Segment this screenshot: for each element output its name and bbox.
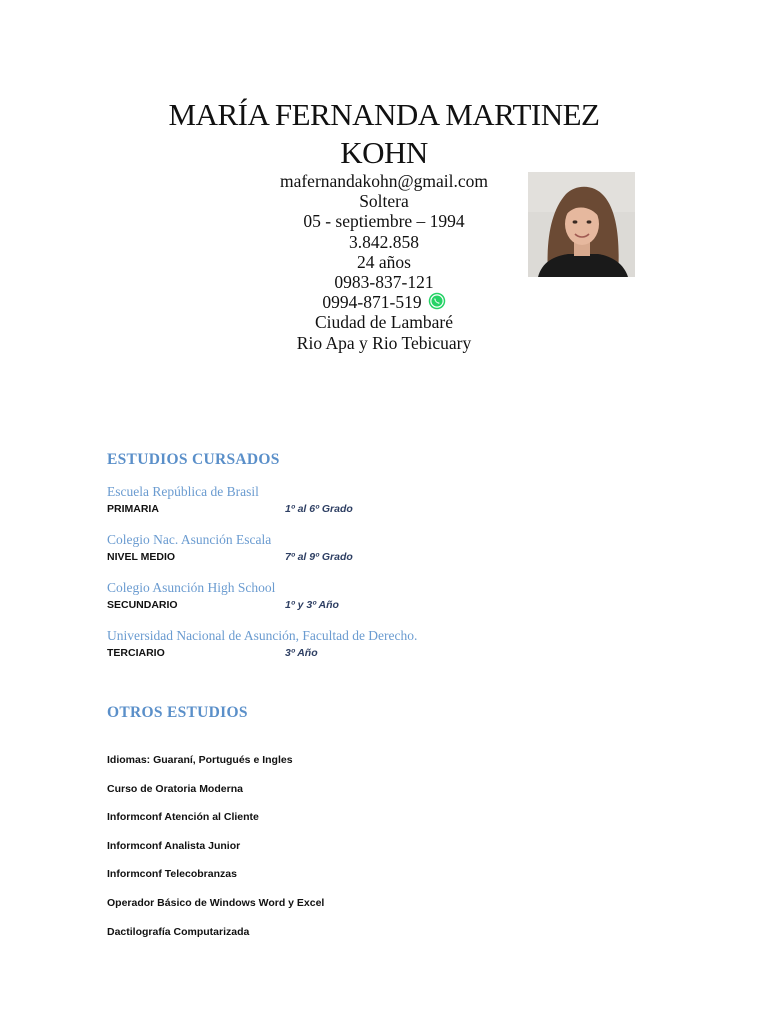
- whatsapp-icon: [428, 292, 446, 310]
- city-text: Ciudad de Lambaré: [314, 312, 453, 333]
- id-number-text: 3.842.858: [349, 231, 419, 252]
- grade-secondary: 1º y 3º Año: [285, 599, 339, 611]
- other-study-item: Operador Básico de Windows Word y Excel: [107, 897, 325, 909]
- other-study-item: Idiomas: Guaraní, Portugués e Ingles: [107, 754, 293, 766]
- other-study-item: Curso de Oratoria Moderna: [107, 783, 243, 795]
- name-line-2: KOHN: [340, 135, 428, 170]
- other-study-item: Informconf Telecobranzas: [107, 868, 237, 880]
- school-middle: Colegio Nac. Asunción Escala: [107, 532, 272, 547]
- birth-date-text: 05 - septiembre – 1994: [303, 211, 465, 232]
- grade-middle: 7º al 9º Grado: [285, 551, 353, 563]
- other-studies-section-title: OTROS ESTUDIOS: [107, 704, 248, 721]
- level-primary: PRIMARIA: [107, 503, 159, 515]
- phone-2-text: 0994-871-519: [322, 292, 422, 313]
- civil-status-text: Soltera: [359, 191, 409, 212]
- phone-2-line: [234, 292, 534, 312]
- email-text: mafernandakohn@gmail.com: [279, 171, 489, 191]
- school-primary: Escuela República de Brasil: [107, 484, 259, 499]
- contact-block: [234, 171, 534, 353]
- address-text: Rio Apa y Rio Tebicuary: [296, 332, 472, 353]
- level-tertiary: TERCIARIO: [107, 647, 165, 659]
- level-secondary: SECUNDARIO: [107, 599, 178, 611]
- other-study-item: Dactilografía Computarizada: [107, 926, 250, 938]
- level-middle: NIVEL MEDIO: [107, 551, 176, 563]
- grade-tertiary: 3º Año: [285, 647, 318, 659]
- profile-photo-image: [528, 172, 635, 277]
- phone-1-text: 0983-837-121: [334, 272, 434, 293]
- profile-photo: [528, 172, 635, 277]
- school-tertiary: Universidad Nacional de Asunción, Facultad de Derecho.: [107, 628, 418, 643]
- education-section-title: ESTUDIOS CURSADOS: [107, 451, 280, 468]
- age-text: 24 años: [357, 251, 411, 272]
- page-title: [100, 96, 668, 172]
- grade-primary: 1º al 6º Grado: [285, 503, 353, 515]
- other-study-item: Informconf Atención al Cliente: [107, 811, 259, 823]
- other-study-item: Informconf Analista Junior: [107, 840, 241, 852]
- name-line-1: MARÍA FERNANDA MARTINEZ: [168, 97, 600, 132]
- school-secondary: Colegio Asunción High School: [107, 580, 276, 595]
